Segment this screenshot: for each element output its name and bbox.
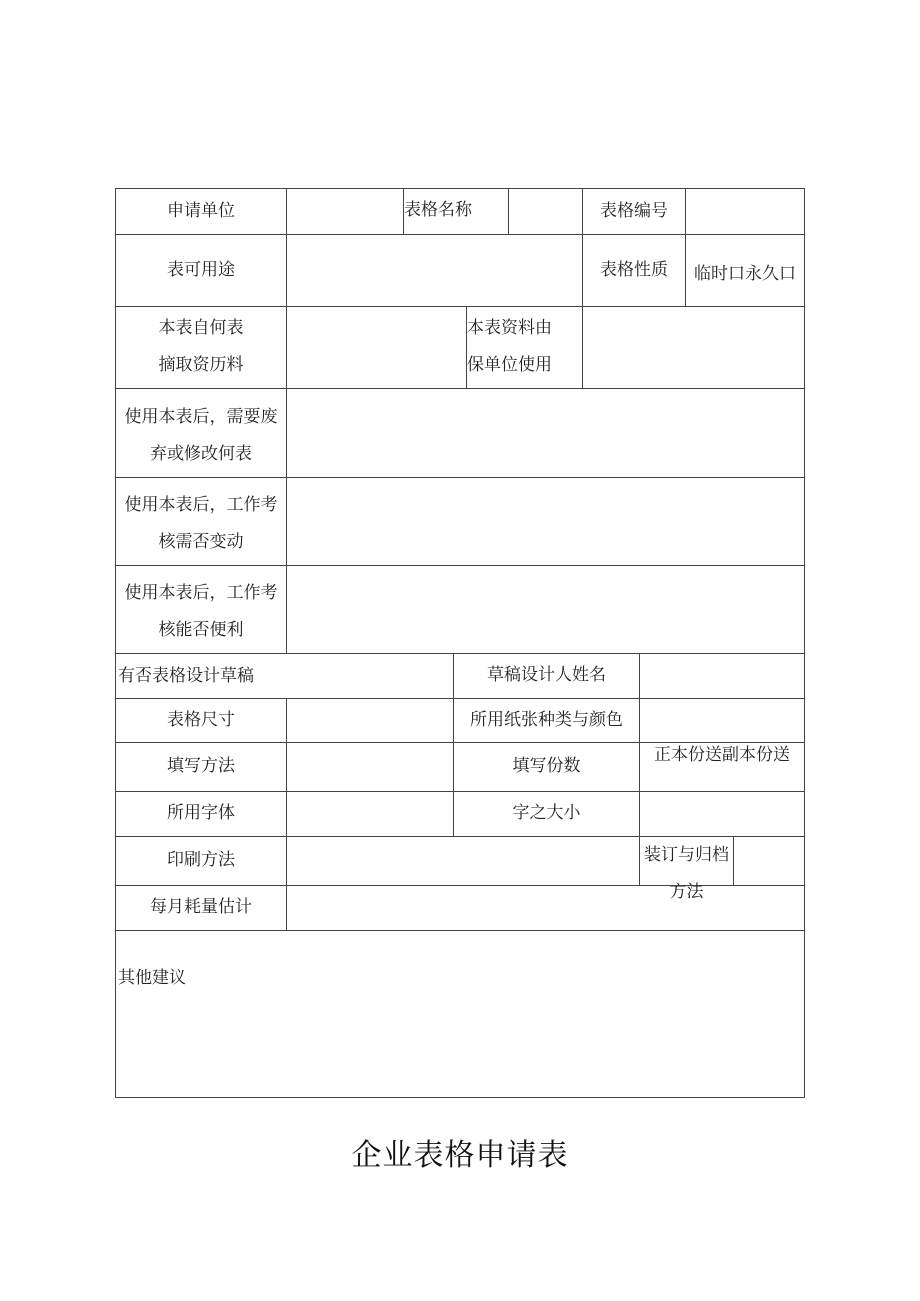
other-suggestions-field[interactable]	[115, 998, 804, 1097]
discard-modify-line-1: 使用本表后，需要废	[124, 407, 278, 427]
discard-modify-line-2: 弃或修改何表	[150, 444, 252, 464]
appraisal-convenience-line-1: 使用本表后，工作考	[124, 583, 278, 603]
font-label: 所用字体	[167, 803, 235, 823]
font-field[interactable]	[287, 791, 453, 836]
appraisal-convenience-label	[115, 575, 287, 653]
appraisal-convenience-field[interactable]	[287, 565, 804, 653]
appraisal-change-label	[115, 487, 287, 565]
usage-label: 表可用途	[167, 259, 235, 280]
source-label-line-1: 本表自何表	[158, 318, 244, 338]
form-name-field[interactable]	[509, 188, 582, 234]
custodian-label-line-2: 保单位使用	[467, 355, 552, 375]
size-field[interactable]	[287, 698, 453, 742]
monthly-usage-field[interactable]	[287, 885, 804, 930]
designer-field[interactable]	[640, 653, 804, 698]
designer-label: 草稿设计人姓名	[487, 665, 606, 685]
custodian-label-line-1: 本表资料由	[467, 318, 552, 338]
appraisal-change-line-1: 使用本表后，工作考	[124, 495, 278, 515]
custodian-label	[467, 310, 582, 388]
char-size-field[interactable]	[640, 791, 804, 836]
fill-method-label: 填写方法	[167, 756, 235, 776]
discard-modify-label	[115, 399, 287, 477]
other-suggestions-label: 其他建议	[118, 968, 186, 988]
form-name-label: 表格名称	[404, 200, 472, 220]
custodian-field[interactable]	[583, 306, 804, 388]
char-size-label: 字之大小	[512, 803, 581, 823]
appraisal-change-line-2: 核需否变动	[158, 532, 244, 552]
fill-method-field[interactable]	[287, 742, 453, 791]
binding-label	[640, 837, 733, 902]
source-label	[115, 306, 287, 388]
paper-label: 所用纸张种类与颜色	[470, 709, 623, 730]
copies-label: 填写份数	[512, 756, 581, 776]
paper-field[interactable]	[640, 698, 804, 742]
applicant-field[interactable]	[287, 188, 403, 234]
draft-field[interactable]	[287, 653, 453, 698]
binding-label-line-1: 装订与归档	[644, 845, 729, 865]
discard-modify-field[interactable]	[287, 388, 804, 477]
print-method-label: 印刷方法	[167, 850, 235, 870]
monthly-usage-label: 每月耗量估计	[150, 897, 252, 917]
usage-field[interactable]	[287, 234, 582, 306]
source-field[interactable]	[287, 306, 466, 388]
form-number-label: 表格编号	[600, 200, 668, 221]
form-number-field[interactable]	[686, 188, 804, 234]
nature-options[interactable]: 临时口永久口	[694, 263, 796, 284]
print-method-field[interactable]	[287, 836, 639, 885]
draft-label: 有否表格设计草稿	[118, 666, 254, 686]
applicant-label: 申请单位	[167, 200, 235, 221]
distribution-text[interactable]: 正本份送副本份送	[654, 745, 790, 765]
application-form-table	[115, 188, 805, 1098]
appraisal-convenience-line-2: 核能否便利	[158, 620, 244, 640]
page-title: 企业表格申请表	[351, 1138, 569, 1173]
binding-label-line-2: 方法	[669, 882, 704, 902]
binding-field[interactable]	[734, 836, 804, 885]
nature-label: 表格性质	[600, 259, 668, 280]
source-label-line-2: 摘取资历料	[158, 355, 244, 375]
size-label: 表格尺寸	[167, 709, 235, 730]
appraisal-change-field[interactable]	[287, 477, 804, 565]
